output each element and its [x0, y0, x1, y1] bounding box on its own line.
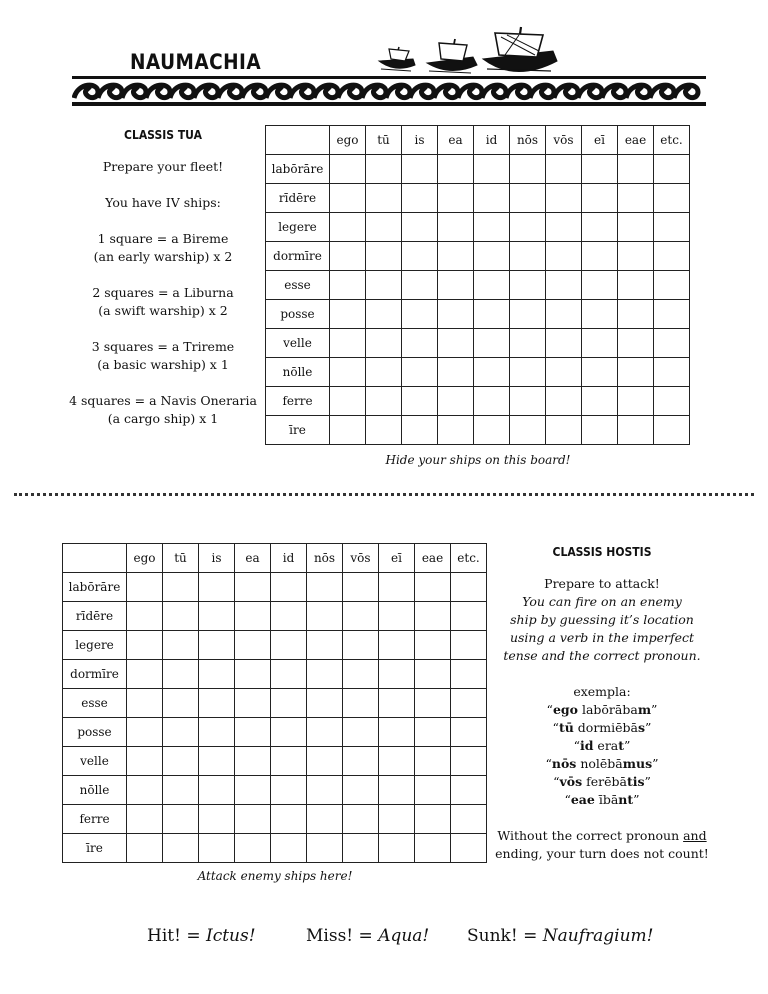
grid-cell[interactable] — [438, 184, 474, 213]
grid-cell[interactable] — [582, 300, 618, 329]
verb-label: posse — [266, 300, 330, 329]
grid-cell[interactable] — [402, 213, 438, 242]
grid-cell[interactable] — [199, 747, 235, 776]
grid-cell[interactable] — [235, 834, 271, 863]
hide-ships-hint: Hide your ships on this board! — [385, 453, 571, 467]
pronoun-header-row — [63, 544, 487, 573]
grid-cell[interactable] — [402, 242, 438, 271]
grid-cell[interactable] — [235, 776, 271, 805]
grid-cell[interactable] — [343, 776, 379, 805]
grid-cell[interactable] — [510, 184, 546, 213]
grid-cell[interactable] — [343, 660, 379, 689]
verb-label: esse — [266, 271, 330, 300]
classis-tua-heading: CLASSIS TUA — [124, 128, 202, 142]
examples-list — [492, 701, 712, 809]
ship-rule: 2 squares = a Liburna (a swift warship) x 2 — [92, 285, 234, 318]
grid-cell[interactable] — [271, 747, 307, 776]
grid-cell[interactable] — [582, 358, 618, 387]
ship-rule: 4 squares = a Navis Oneraria (a cargo ship) x 1 — [69, 393, 257, 426]
pronoun-header: eī — [379, 544, 415, 573]
grid-cell[interactable] — [163, 631, 199, 660]
attack-instructions: You can fire on an enemy ship by guessing it’s location using a verb in the imperfect tense and the correct pronoun. — [503, 594, 701, 663]
grid-cell[interactable] — [330, 213, 366, 242]
grid-cell[interactable] — [379, 718, 415, 747]
pronoun-header: is — [199, 544, 235, 573]
grid-cell[interactable] — [402, 300, 438, 329]
grid-cell[interactable] — [582, 387, 618, 416]
grid-cell[interactable] — [127, 718, 163, 747]
grid-cell[interactable] — [366, 329, 402, 358]
pronoun-header: id — [474, 126, 510, 155]
grid-cell[interactable] — [510, 155, 546, 184]
grid-cell[interactable] — [379, 776, 415, 805]
grid-cell[interactable] — [271, 631, 307, 660]
grid-cell[interactable] — [546, 271, 582, 300]
grid-cell[interactable] — [474, 329, 510, 358]
grid-cell[interactable] — [235, 718, 271, 747]
verb-label: īre — [63, 834, 127, 863]
grid-cell[interactable] — [307, 834, 343, 863]
enemy-fleet-grid — [62, 543, 487, 863]
grid-cell[interactable] — [402, 184, 438, 213]
grid-cell[interactable] — [451, 805, 487, 834]
grid-cell[interactable] — [199, 602, 235, 631]
grid-cell[interactable] — [474, 213, 510, 242]
verb-label: legere — [63, 631, 127, 660]
grid-cell[interactable] — [451, 573, 487, 602]
grid-cell[interactable] — [163, 747, 199, 776]
own-fleet-grid — [265, 125, 690, 445]
example-line: “nōs nolēbāmus” — [545, 756, 659, 771]
grid-cell[interactable] — [163, 573, 199, 602]
grid-cell[interactable] — [510, 358, 546, 387]
grid-cell[interactable] — [654, 329, 690, 358]
verb-label: rīdēre — [266, 184, 330, 213]
grid-cell[interactable] — [402, 387, 438, 416]
grid-cell[interactable] — [618, 329, 654, 358]
grid-cell[interactable] — [582, 184, 618, 213]
table-row — [63, 631, 487, 660]
grid-cell[interactable] — [438, 300, 474, 329]
grid-cell[interactable] — [235, 602, 271, 631]
grid-cell[interactable] — [307, 602, 343, 631]
table-row — [266, 358, 690, 387]
grid-cell[interactable] — [163, 834, 199, 863]
grid-cell[interactable] — [379, 689, 415, 718]
verb-label: labōrāre — [63, 573, 127, 602]
table-row — [266, 387, 690, 416]
example-line: “ego labōrābam” — [546, 702, 658, 717]
grid-cell[interactable] — [163, 805, 199, 834]
verb-label: esse — [63, 689, 127, 718]
table-row — [63, 747, 487, 776]
grid-cell[interactable] — [510, 213, 546, 242]
grid-cell[interactable] — [618, 271, 654, 300]
grid-cell[interactable] — [366, 242, 402, 271]
grid-cell[interactable] — [307, 805, 343, 834]
grid-cell[interactable] — [654, 271, 690, 300]
grid-cell[interactable] — [307, 718, 343, 747]
grid-cell[interactable] — [271, 834, 307, 863]
grid-cell[interactable] — [654, 387, 690, 416]
grid-cell[interactable] — [474, 416, 510, 445]
grid-cell[interactable] — [330, 271, 366, 300]
grid-cell[interactable] — [474, 155, 510, 184]
grid-cell[interactable] — [474, 358, 510, 387]
verb-label: nōlle — [266, 358, 330, 387]
table-row — [266, 213, 690, 242]
grid-cell[interactable] — [307, 776, 343, 805]
grid-cell[interactable] — [235, 747, 271, 776]
pronoun-header: vōs — [343, 544, 379, 573]
wave-border — [72, 76, 706, 106]
grid-cell[interactable] — [438, 329, 474, 358]
grid-cell[interactable] — [379, 602, 415, 631]
grid-cell[interactable] — [510, 387, 546, 416]
ship-rule: 3 squares = a Trireme (a basic warship) x 1 — [91, 339, 235, 372]
grid-cell[interactable] — [415, 631, 451, 660]
grid-cell[interactable] — [438, 271, 474, 300]
grid-cell[interactable] — [654, 184, 690, 213]
grid-cell[interactable] — [438, 416, 474, 445]
grid-cell[interactable] — [451, 718, 487, 747]
grid-cell[interactable] — [546, 358, 582, 387]
grid-cell[interactable] — [415, 776, 451, 805]
pronoun-header: ea — [438, 126, 474, 155]
grid-cell[interactable] — [582, 242, 618, 271]
grid-cell[interactable] — [379, 805, 415, 834]
verb-label: dormīre — [266, 242, 330, 271]
grid-cell[interactable] — [127, 631, 163, 660]
grid-cell[interactable] — [330, 155, 366, 184]
grid-cell[interactable] — [366, 300, 402, 329]
grid-cell[interactable] — [127, 805, 163, 834]
grid-cell[interactable] — [163, 602, 199, 631]
grid-cell[interactable] — [127, 747, 163, 776]
grid-cell[interactable] — [127, 660, 163, 689]
example-line: “id erat” — [573, 738, 631, 753]
grid-cell[interactable] — [343, 805, 379, 834]
verb-label: posse — [63, 718, 127, 747]
grid-cell[interactable] — [307, 689, 343, 718]
grid-cell[interactable] — [343, 602, 379, 631]
grid-cell[interactable] — [343, 631, 379, 660]
grid-cell[interactable] — [546, 155, 582, 184]
grid-cell[interactable] — [415, 805, 451, 834]
grid-cell[interactable] — [415, 834, 451, 863]
ship-icon-small — [379, 47, 415, 71]
grid-cell[interactable] — [402, 155, 438, 184]
grid-cell[interactable] — [235, 573, 271, 602]
grid-cell[interactable] — [546, 329, 582, 358]
grid-cell[interactable] — [330, 387, 366, 416]
ship-icon-medium — [427, 39, 477, 73]
grid-cell[interactable] — [343, 689, 379, 718]
grid-cell[interactable] — [366, 387, 402, 416]
grid-cell[interactable] — [582, 213, 618, 242]
table-row — [266, 416, 690, 445]
grid-cell[interactable] — [330, 242, 366, 271]
grid-cell[interactable] — [199, 834, 235, 863]
grid-cell[interactable] — [127, 602, 163, 631]
grid-cell[interactable] — [451, 776, 487, 805]
grid-cell[interactable] — [474, 184, 510, 213]
grid-cell[interactable] — [199, 660, 235, 689]
page-title: NAUMACHIA — [130, 50, 262, 74]
grid-cell[interactable] — [654, 213, 690, 242]
grid-cell[interactable] — [546, 184, 582, 213]
grid-cell[interactable] — [343, 573, 379, 602]
grid-cell[interactable] — [379, 573, 415, 602]
grid-cell[interactable] — [307, 747, 343, 776]
grid-cell[interactable] — [451, 631, 487, 660]
verb-label: legere — [266, 213, 330, 242]
grid-cell[interactable] — [438, 242, 474, 271]
grid-cell[interactable] — [343, 718, 379, 747]
grid-cell[interactable] — [474, 300, 510, 329]
grid-cell[interactable] — [510, 271, 546, 300]
grid-cell[interactable] — [654, 242, 690, 271]
table-row — [266, 155, 690, 184]
grid-cell[interactable] — [415, 718, 451, 747]
grid-cell[interactable] — [510, 329, 546, 358]
grid-cell[interactable] — [618, 416, 654, 445]
verb-label: dormīre — [63, 660, 127, 689]
grid-cell[interactable] — [654, 358, 690, 387]
grid-cell[interactable] — [307, 631, 343, 660]
table-row — [63, 834, 487, 863]
grid-cell[interactable] — [582, 329, 618, 358]
grid-cell[interactable] — [402, 271, 438, 300]
pronoun-header: ego — [127, 544, 163, 573]
grid-corner-cell — [63, 544, 127, 573]
table-row — [63, 573, 487, 602]
grid-cell[interactable] — [618, 213, 654, 242]
grid-cell[interactable] — [379, 747, 415, 776]
grid-cell[interactable] — [451, 747, 487, 776]
grid-cell[interactable] — [582, 271, 618, 300]
grid-cell[interactable] — [451, 689, 487, 718]
grid-cell[interactable] — [654, 155, 690, 184]
grid-corner-cell — [266, 126, 330, 155]
grid-cell[interactable] — [618, 300, 654, 329]
grid-cell[interactable] — [199, 573, 235, 602]
grid-cell[interactable] — [379, 631, 415, 660]
grid-cell[interactable] — [199, 805, 235, 834]
grid-cell[interactable] — [199, 631, 235, 660]
grid-cell[interactable] — [415, 689, 451, 718]
grid-cell[interactable] — [546, 387, 582, 416]
grid-cell[interactable] — [451, 834, 487, 863]
grid-cell[interactable] — [235, 689, 271, 718]
grid-cell[interactable] — [379, 834, 415, 863]
pronoun-header: eae — [618, 126, 654, 155]
pronoun-header: etc. — [451, 544, 487, 573]
grid-cell[interactable] — [235, 805, 271, 834]
pronoun-header: eae — [415, 544, 451, 573]
grid-cell[interactable] — [199, 776, 235, 805]
grid-cell[interactable] — [307, 660, 343, 689]
grid-cell[interactable] — [510, 300, 546, 329]
table-row — [266, 271, 690, 300]
grid-cell[interactable] — [366, 416, 402, 445]
grid-cell[interactable] — [379, 660, 415, 689]
table-row — [266, 242, 690, 271]
verb-label: nōlle — [63, 776, 127, 805]
pronoun-header: vōs — [546, 126, 582, 155]
grid-cell[interactable] — [330, 416, 366, 445]
pronoun-header: tū — [163, 544, 199, 573]
hit-legend: Hit! = Ictus! — [147, 926, 256, 946]
table-row — [63, 805, 487, 834]
classis-hostis-heading: CLASSIS HOSTIS — [552, 545, 652, 559]
grid-cell[interactable] — [438, 358, 474, 387]
grid-cell[interactable] — [618, 242, 654, 271]
grid-cell[interactable] — [271, 689, 307, 718]
example-line: “eae ībānt” — [564, 792, 640, 807]
grid-cell[interactable] — [415, 573, 451, 602]
miss-legend: Miss! = Aqua! — [306, 926, 430, 946]
verb-label: labōrāre — [266, 155, 330, 184]
grid-cell[interactable] — [343, 747, 379, 776]
verb-label: ferre — [63, 805, 127, 834]
grid-cell[interactable] — [271, 805, 307, 834]
grid-cell[interactable] — [366, 358, 402, 387]
pronoun-header: eī — [582, 126, 618, 155]
grid-cell[interactable] — [271, 573, 307, 602]
grid-cell[interactable] — [199, 718, 235, 747]
grid-cell[interactable] — [438, 155, 474, 184]
grid-cell[interactable] — [163, 689, 199, 718]
example-line: “vōs ferēbātis” — [553, 774, 651, 789]
grid-cell[interactable] — [366, 213, 402, 242]
grid-cell[interactable] — [654, 300, 690, 329]
pronoun-header: nōs — [307, 544, 343, 573]
prepare-fleet-text: Prepare your fleet! — [102, 159, 224, 174]
grid-cell[interactable] — [163, 660, 199, 689]
grid-cell[interactable] — [451, 602, 487, 631]
grid-cell[interactable] — [402, 416, 438, 445]
example-line: “tū dormiēbās” — [552, 720, 652, 735]
grid-cell[interactable] — [235, 660, 271, 689]
table-row — [63, 689, 487, 718]
grid-cell[interactable] — [474, 387, 510, 416]
grid-cell[interactable] — [582, 155, 618, 184]
verb-label: rīdēre — [63, 602, 127, 631]
grid-cell[interactable] — [402, 358, 438, 387]
verb-label: īre — [266, 416, 330, 445]
grid-cell[interactable] — [618, 358, 654, 387]
pronoun-header: id — [271, 544, 307, 573]
pronoun-header: tū — [366, 126, 402, 155]
grid-cell[interactable] — [474, 271, 510, 300]
ship-rule: 1 square = a Bireme (an early warship) x 2 — [93, 231, 233, 264]
grid-cell[interactable] — [474, 242, 510, 271]
grid-cell[interactable] — [510, 416, 546, 445]
grid-cell[interactable] — [127, 573, 163, 602]
grid-cell[interactable] — [330, 300, 366, 329]
grid-cell[interactable] — [451, 660, 487, 689]
pronoun-header: nōs — [510, 126, 546, 155]
grid-cell[interactable] — [510, 242, 546, 271]
verb-label: ferre — [266, 387, 330, 416]
attack-hint: Attack enemy ships here! — [197, 869, 353, 883]
grid-cell[interactable] — [438, 213, 474, 242]
grid-cell[interactable] — [654, 416, 690, 445]
prepare-attack-text: Prepare to attack! — [544, 576, 660, 591]
grid-cell[interactable] — [582, 416, 618, 445]
classis-hostis-panel — [492, 543, 712, 863]
grid-cell[interactable] — [415, 660, 451, 689]
grid-cell[interactable] — [546, 416, 582, 445]
grid-cell[interactable] — [402, 329, 438, 358]
grid-cell[interactable] — [618, 184, 654, 213]
grid-cell[interactable] — [415, 602, 451, 631]
table-row — [63, 718, 487, 747]
grid-cell[interactable] — [330, 184, 366, 213]
warning-text: Without the correct pronoun and ending, your turn does not count! — [495, 828, 709, 861]
grid-cell[interactable] — [271, 776, 307, 805]
grid-cell[interactable] — [235, 631, 271, 660]
pronoun-header: ea — [235, 544, 271, 573]
grid-cell[interactable] — [366, 155, 402, 184]
pronoun-header: ego — [330, 126, 366, 155]
section-divider — [14, 493, 754, 496]
grid-cell[interactable] — [127, 689, 163, 718]
grid-cell[interactable] — [618, 387, 654, 416]
sunk-legend: Sunk! = Naufragium! — [467, 926, 654, 946]
table-row — [266, 329, 690, 358]
grid-cell[interactable] — [199, 689, 235, 718]
table-row — [266, 184, 690, 213]
grid-cell[interactable] — [127, 834, 163, 863]
table-row — [63, 776, 487, 805]
ship-count-text: You have IV ships: — [105, 195, 221, 210]
grid-cell[interactable] — [546, 213, 582, 242]
grid-cell[interactable] — [618, 155, 654, 184]
verb-label: velle — [266, 329, 330, 358]
table-row — [63, 602, 487, 631]
verb-label: velle — [63, 747, 127, 776]
grid-cell[interactable] — [546, 242, 582, 271]
ship-icon-large — [483, 27, 557, 72]
grid-cell[interactable] — [271, 602, 307, 631]
grid-cell[interactable] — [163, 718, 199, 747]
ships-illustration — [375, 25, 565, 80]
pronoun-header: etc. — [654, 126, 690, 155]
grid-cell[interactable] — [271, 718, 307, 747]
grid-cell[interactable] — [330, 358, 366, 387]
grid-cell[interactable] — [163, 776, 199, 805]
grid-cell[interactable] — [307, 573, 343, 602]
table-row — [63, 660, 487, 689]
grid-cell[interactable] — [546, 300, 582, 329]
grid-cell[interactable] — [366, 184, 402, 213]
grid-cell[interactable] — [415, 747, 451, 776]
grid-cell[interactable] — [438, 387, 474, 416]
grid-cell[interactable] — [271, 660, 307, 689]
classis-tua-panel — [60, 126, 266, 446]
grid-cell[interactable] — [330, 329, 366, 358]
pronoun-header: is — [402, 126, 438, 155]
grid-cell[interactable] — [127, 776, 163, 805]
pronoun-header-row — [266, 126, 690, 155]
grid-cell[interactable] — [343, 834, 379, 863]
grid-cell[interactable] — [366, 271, 402, 300]
exempla-label: exempla: — [573, 684, 631, 699]
table-row — [266, 300, 690, 329]
